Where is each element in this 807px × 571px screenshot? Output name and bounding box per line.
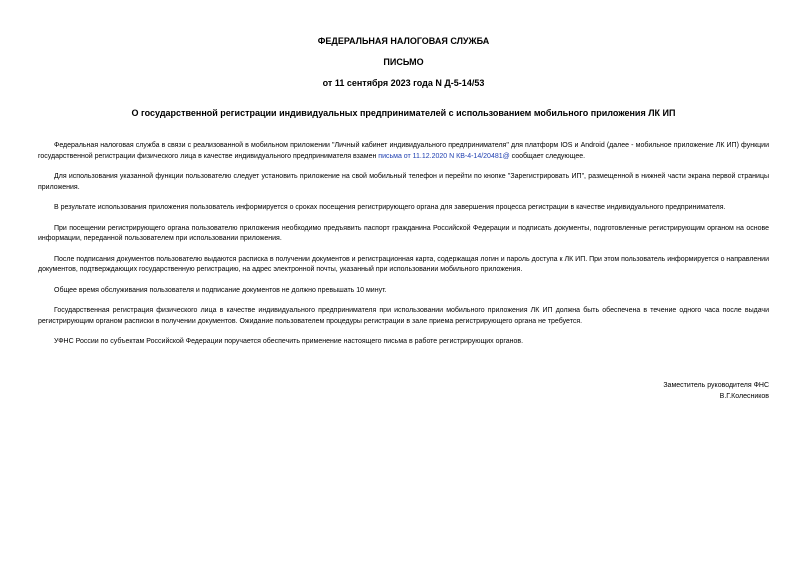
signatory-name: В.Г.Колесников [719,392,769,400]
paragraph-3: В результате использования приложения пользователь информируется о сроках посещения регистрирующего органа для завершения процесса регистрации в качестве индивидуального предпринимателя. [54,204,726,211]
paragraph-2: Для использования указанной функции пользователю следует установить приложение на свой мобильный телефон и перейти по кнопке "Зарегистрировать ИП", размещенной в нижней части экрана первой страницы приложения. [38,173,769,191]
paragraph-1-text-start: Федеральная налоговая служба в связи с реализованной в мобильном приложении "Личный кабинет индивидуального предпринимателя" для платформ IOS и Android (далее - мобильное приложение ЛК ИП) функции государственной регистрации физического лица в качестве индивидуального предпринимателя взамен [38,142,769,160]
paragraph-1 [38,141,769,162]
paragraph-1-text-end: сообщает следующее. [509,152,586,160]
paragraph-4: При посещении регистрирующего органа пользователю приложения необходимо предъявить паспорт гражданина Российской Федерации и подписать документы, подготовленные регистрирующим органом на основе информации, переданной пользователем при использовании приложения. [38,224,769,242]
paragraph-5: После подписания документов пользователю выдаются расписка в получении документов и регистрационная карта, содержащая логин и пароль доступа к ЛК ИП. При этом пользователь информируется о направлении документов, подтверждающих государственную регистрацию, на адрес электронной почты, указанный при использовании мобильного приложения. [38,255,769,273]
signature-block [663,381,769,402]
document-type: ПИСЬМО [383,57,424,67]
agency-name: ФЕДЕРАЛЬНАЯ НАЛОГОВАЯ СЛУЖБА [317,36,490,46]
document-body [38,141,769,348]
paragraph-6: Общее время обслуживания пользователя и подписание документов не должно превышать 10 минут. [54,286,387,294]
document-date-number: от 11 сентября 2023 года N Д-5-14/53 [322,78,485,88]
reference-letter-link[interactable]: письма от 11.12.2020 N КВ-4-14/20481@ [378,152,510,160]
signatory-position: Заместитель руководителя ФНС [663,382,769,389]
paragraph-8: УФНС России по субъектам Российской Федерации поручается обеспечить применение настоящего письма в работе регистрирующих органов. [54,338,524,345]
document-subject: О государственной регистрации индивидуальных предпринимателей с использованием мобильного приложения ЛК ИП [131,108,676,118]
paragraph-7: Государственная регистрация физического лица в качестве индивидуального предпринимателя при использовании мобильного приложения ЛК ИП должна быть обеспечена в течение одного часа после выдачи регистрирующим органом расписки в получении документов. Ожидание пользователем процедуры регистрации в зале приема регистрирующего органа не требуется. [38,307,769,325]
document-page [38,30,769,400]
